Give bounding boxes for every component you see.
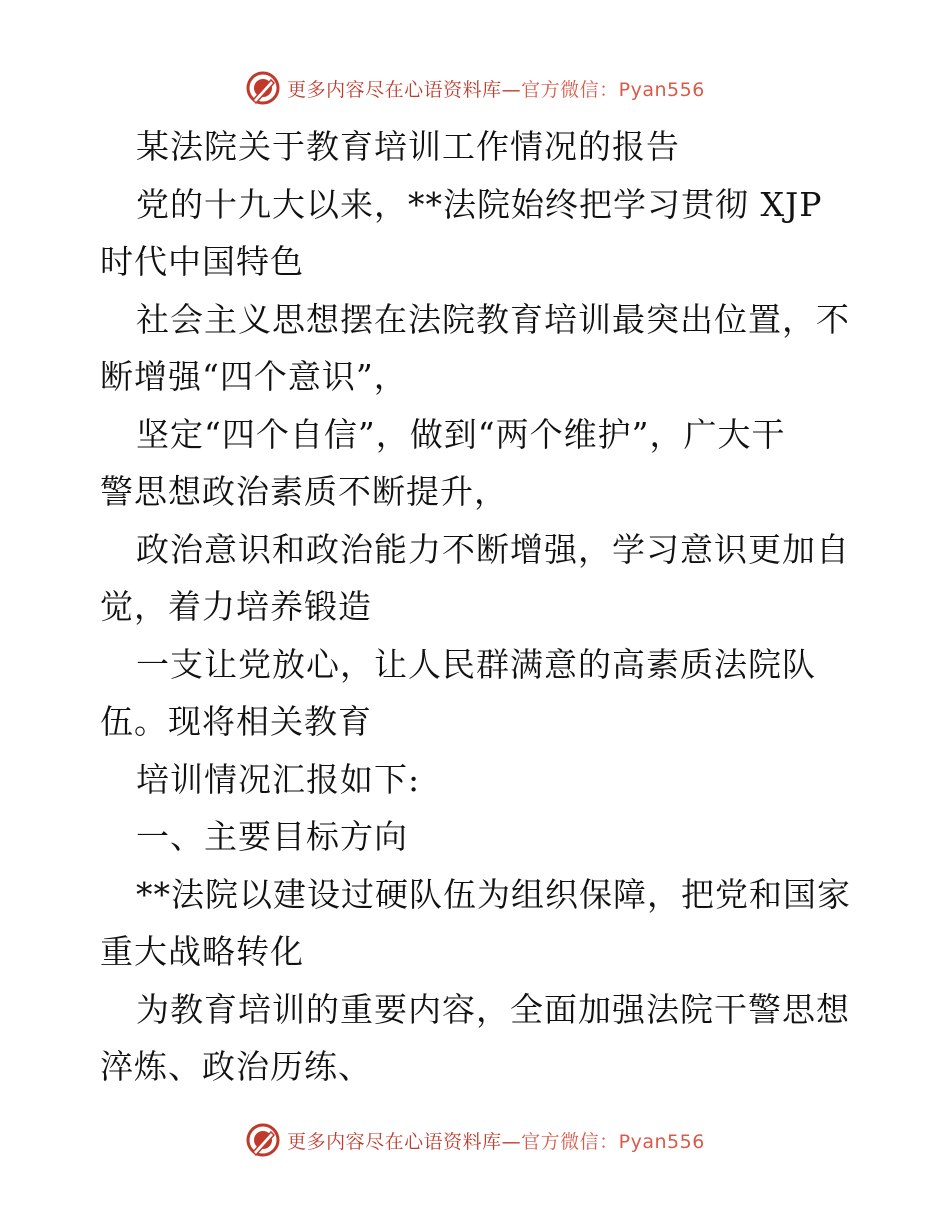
footer-banner-main: 更多内容尽在心语资料库 <box>287 1130 502 1153</box>
paragraph-line: **法院以建设过硬队伍为组织保障，把党和国家 <box>136 874 851 914</box>
paragraph-line: 培训情况汇报如下: <box>136 759 421 799</box>
document-body <box>100 118 860 1096</box>
paragraph-line: 断增强“四个意识”， <box>100 357 408 396</box>
header-banner-text <box>287 75 705 102</box>
document-title: 某法院关于教育培训工作情况的报告 <box>136 127 680 166</box>
paragraph-line: 淬炼、政治历练、 <box>100 1047 372 1086</box>
header-banner <box>0 68 950 108</box>
paragraph-line: 政治意识和政治能力不断增强，学习意识更加自 <box>136 529 850 569</box>
section-heading: 一、主要目标方向 <box>136 817 408 856</box>
header-banner-separator: — <box>501 78 522 101</box>
pen-circle-logo-icon <box>245 70 281 106</box>
footer-banner-wechat: 官方微信：Pyan556 <box>521 1130 705 1153</box>
paragraph-line: 坚定“四个自信”，做到“两个维护”，广大干 <box>136 414 786 454</box>
paragraph-line: 重大战略转化 <box>100 932 304 971</box>
header-banner-main: 更多内容尽在心语资料库 <box>287 78 502 101</box>
paragraph-line: 时代中国特色 <box>100 242 304 281</box>
paragraph-line: 党的十九大以来，**法院始终把学习贯彻 XJP <box>136 184 823 224</box>
paragraph-line: 为教育培训的重要内容，全面加强法院干警思想 <box>136 989 850 1029</box>
paragraph-line: 社会主义思想摆在法院教育培训最突出位置，不 <box>136 299 850 339</box>
footer-banner <box>0 1120 950 1160</box>
paragraph-line: 觉，着力培养锻造 <box>100 587 372 626</box>
footer-banner-text <box>287 1127 705 1154</box>
paragraph-line: 警思想政治素质不断提升， <box>100 472 508 511</box>
footer-banner-separator: — <box>501 1130 522 1153</box>
paragraph-line: 一支让党放心，让人民群满意的高素质法院队 <box>136 644 816 684</box>
pen-circle-logo-icon <box>245 1122 281 1158</box>
header-banner-wechat: 官方微信：Pyan556 <box>521 78 705 101</box>
paragraph-line: 伍。现将相关教育 <box>100 702 372 741</box>
